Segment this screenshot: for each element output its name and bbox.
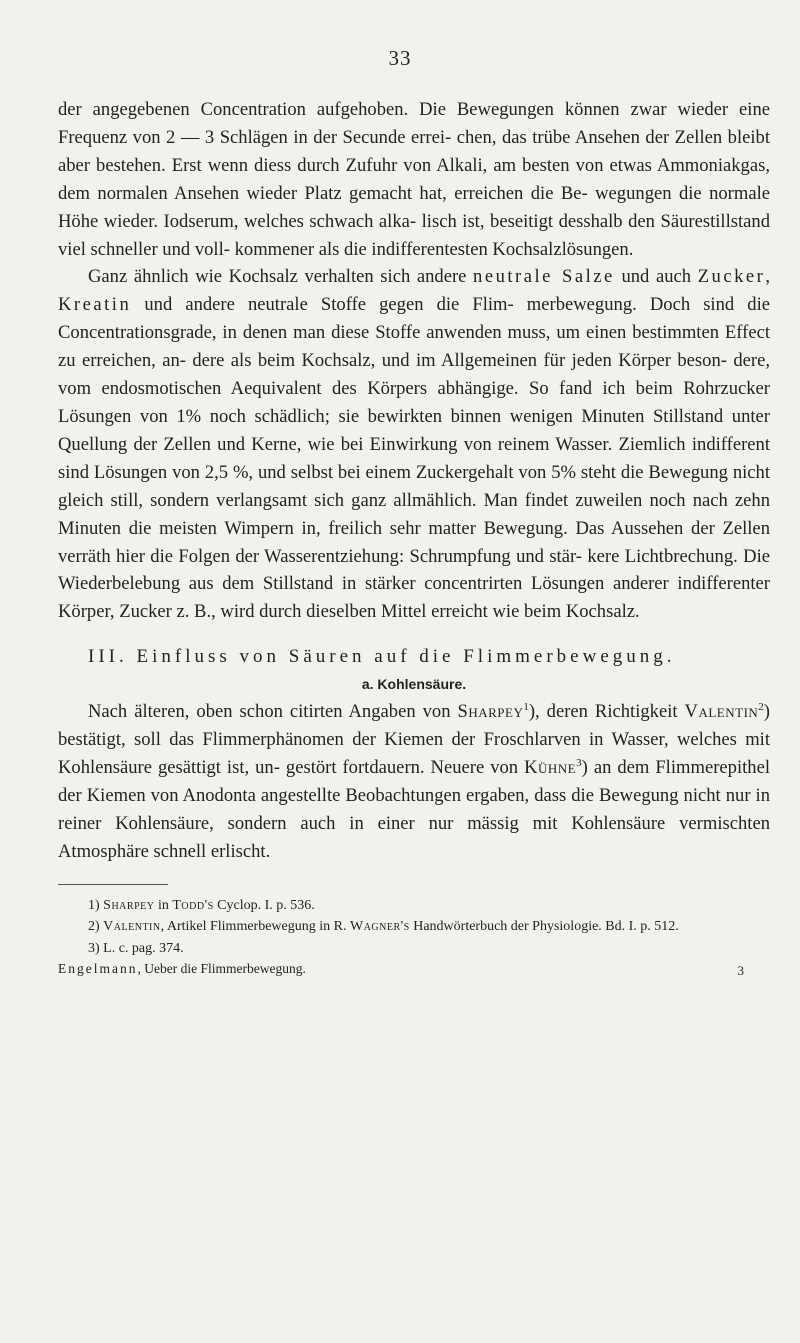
footnote-ref-2[interactable]: 2 [758,701,764,714]
footnote-1 [58,895,770,917]
paragraph-2 [58,263,770,626]
emphasis-zucker: Zucker [697,266,766,288]
footnotes [58,895,770,960]
page-body [58,96,770,979]
paragraph-3-text-c: ) bestätigt, soll das Flimmerphänomen der Kiemen der Froschlarven in Wasser, welches mit Kohlensäure gesättigt ist, un- gestört fortdauern. Neuere von [58,701,770,779]
footnote-2-work-author: Wagner's [349,919,410,935]
paragraph-1: der angegebenen Concentration aufgehoben. Die Bewegungen können zwar wieder eine Frequenz von 2 — 3 Schlägen in der Secunde errei- chen, das trübe Ansehen der Zellen bleibt aber bestehen. Erst wenn diess durch Zufuhr von Alkali, am besten von etwas Ammoniakgas, dem normalen Ansehen wieder Platz gemacht hat, erreichen die Be- wegungen die normale Höhe wieder. Iodserum, welches schwach alka- lisch ist, beseitigt desshalb den Säurestillstand viel schneller und voll- kommener als die indifferentesten Kochsalzlösungen. [58,99,770,260]
paragraph-3-text-b: ), deren Richtigkeit [528,701,685,723]
paragraph-2-text-b: und auch [614,266,698,288]
footnote-3: 3) L. c. pag. 374. [88,940,184,956]
footnote-1-text-a: in [154,897,173,913]
paragraph-3 [58,698,770,865]
footnote-rule [58,884,168,885]
footnote-1-work-author: Todd's [172,897,214,913]
paragraph-3-text-a: Nach älteren, oben schon citirten Angaben von [88,701,458,723]
footnote-ref-1[interactable]: 1 [523,701,529,714]
signature-author: Engelmann [58,961,138,977]
signature [58,959,770,979]
footnote-2-text-a: , Artikel Flimmerbewegung in R. [160,919,350,935]
footnote-1-author: Sharpey [103,897,155,913]
sub-heading: a. Kohlensäure. [361,676,467,693]
signature-line [58,959,770,979]
footnote-2-text-b: Handwörterbuch der Physiologie. Bd. I. p. 512. [409,919,679,935]
paragraph-2-text-d: und andere neutrale Stoffe gegen die Flim- merbewegung. Doch sind die Concentrationsgrade, in denen man diese Stoffe anwenden muss, um einen bestimmten Effect zu erreichen, an- dere als beim Kochsalz, und im Allgemeinen für jeden Körper beson- dere, vom endosmotischen Aequivalent des Körpers abhängige. So fand ich beim Rohrzucker Lösungen von 1% noch schädlich; sie bewirkten binnen wenigen Minuten Stillstand unter Quellung der Zellen und Kerne, wie bei Einwirkung von reinem Wasser. Ziemlich indifferent sind Lösungen von 2,5 %, und selbst bei einem Zuckergehalt von 5% steht die Bewegung nicht gleich still, sondern verlangsamt sich ganz allmählich. Man findet zuweilen noch nach zehn Minuten die meisten Wimpern in, freilich sehr matter Bewegung. Das Aussehen der Zellen verräth hier die Folgen der Wasserentziehung: Schrumpfung und stär- kere Lichtbrechung. Die Wiederbelebung aus dem Stillstand in stärker concentrirten Lösungen anderer indifferenter Körper, Zucker z. B., wird durch dieselben Mittel erreicht wie beim Kochsalz. [58,294,770,623]
footnote-1-text-b: Cyclop. I. p. 536. [213,897,315,913]
paragraph-2-text-a: Ganz ähnlich wie Kochsalz verhalten sich andere [88,266,474,288]
footnote-2 [58,916,770,938]
author-valentin: Valentin [684,701,759,723]
page-number: 33 [388,46,412,70]
signature-mark: 3 [737,963,744,979]
emphasis-neutrale-salze: neutrale Salze [473,266,615,288]
emphasis-kreatin: Kreatin [58,294,132,316]
signature-title: , Ueber die Flimmerbewegung. [137,961,306,977]
footnote-2-marker: 2) [88,919,104,935]
paragraph-3-text-d: ) an dem Flimmerepithel der Kiemen von Anodonta angestellte Beobachtungen ergaben, dass die Bewegung nicht nur in reiner Kohlensäure, sondern auch in einer nur mässig mit Kohlensäure vermischten Atmosphäre schnell erlischt. [58,757,770,862]
footnote-1-marker: 1) [88,897,104,913]
paragraph-2-text-c: , [765,266,771,288]
footnote-ref-3[interactable]: 3 [576,756,582,769]
author-sharpey: Sharpey [457,701,524,723]
section-heading: III. Einfluss von Säuren auf die Flimmerbewegung. [88,646,676,668]
footnote-2-author: Valentin [103,919,161,935]
author-kuehne: Kühne [524,757,577,779]
